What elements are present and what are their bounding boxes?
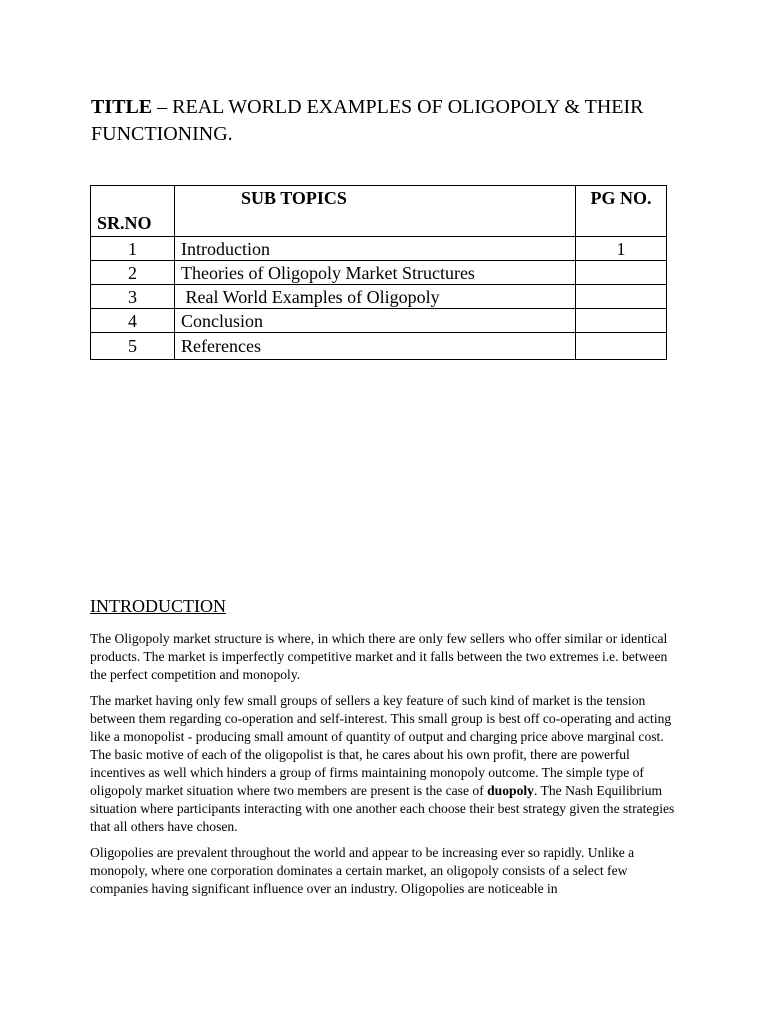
toc-header-pg-no: PG NO. bbox=[576, 186, 667, 237]
toc-page-cell bbox=[576, 309, 667, 333]
toc-page-cell bbox=[576, 285, 667, 309]
toc-topic-cell: Real World Examples of Oligopoly bbox=[175, 285, 576, 309]
paragraph-text: . The Nash Equilibrium situation where participants interacting with one another each choose their best strategy given the strategies that all others have chosen. bbox=[90, 783, 675, 834]
introduction-body bbox=[90, 630, 682, 906]
paragraph: Oligopolies are prevalent throughout the world and appear to be increasing ever so rapidly. Unlike a monopoly, where one corporation dominates a certain market, an oligopoly consists of a select few companies having significant influence over an industry. Oligopolies are noticeable in bbox=[90, 845, 635, 896]
toc-topic-cell: Theories of Oligopoly Market Structures bbox=[175, 261, 576, 285]
toc-topic-cell: Conclusion bbox=[175, 309, 576, 333]
bold-term: duopoly bbox=[487, 783, 534, 798]
paragraph bbox=[90, 692, 682, 836]
toc-page-cell bbox=[576, 333, 667, 360]
table-of-contents bbox=[90, 185, 667, 360]
paragraph-text: The market having only few small groups of sellers a key feature of such kind of market is the tension between them regarding co-operation and self-interest. This small group is best off co-operating and acting like a monopolist - producing small amount of quantity of output and charging price above marginal cost. The basic motive of each of the oligopolist is that, he cares about his own profit, there are powerful incentives as well which hinders a group of firms maintaining monopoly outcome. The simple type of oligopoly market situation where two members are present is the case of bbox=[90, 693, 672, 798]
toc-sr-cell: 1 bbox=[91, 237, 175, 261]
toc-header-sub-topics: SUB TOPICS bbox=[175, 186, 576, 237]
toc-sr-cell: 5 bbox=[91, 333, 175, 360]
table-row bbox=[91, 285, 667, 309]
toc-sr-cell: 4 bbox=[91, 309, 175, 333]
toc-topic-cell: Introduction bbox=[175, 237, 576, 261]
toc-header-row bbox=[91, 186, 667, 237]
table-row bbox=[91, 261, 667, 285]
toc-page-cell: 1 bbox=[576, 237, 667, 261]
toc-topic-cell: References bbox=[175, 333, 576, 360]
table-row bbox=[91, 237, 667, 261]
toc-sr-cell: 3 bbox=[91, 285, 175, 309]
toc-sr-cell: 2 bbox=[91, 261, 175, 285]
toc-page-cell bbox=[576, 261, 667, 285]
toc-header-sr-no: SR.NO bbox=[91, 186, 175, 237]
document-title bbox=[91, 94, 691, 148]
table-row bbox=[91, 309, 667, 333]
title-text: – REAL WORLD EXAMPLES OF OLIGOPOLY & THEIR FUNCTIONING. bbox=[91, 96, 644, 145]
table-row bbox=[91, 333, 667, 360]
paragraph: The Oligopoly market structure is where, in which there are only few sellers who offer similar or identical products. The market is imperfectly competitive market and it falls between the two extremes i.e. between the perfect competition and monopoly. bbox=[90, 631, 668, 682]
introduction-heading: INTRODUCTION bbox=[90, 596, 226, 616]
title-label: TITLE bbox=[91, 96, 153, 118]
